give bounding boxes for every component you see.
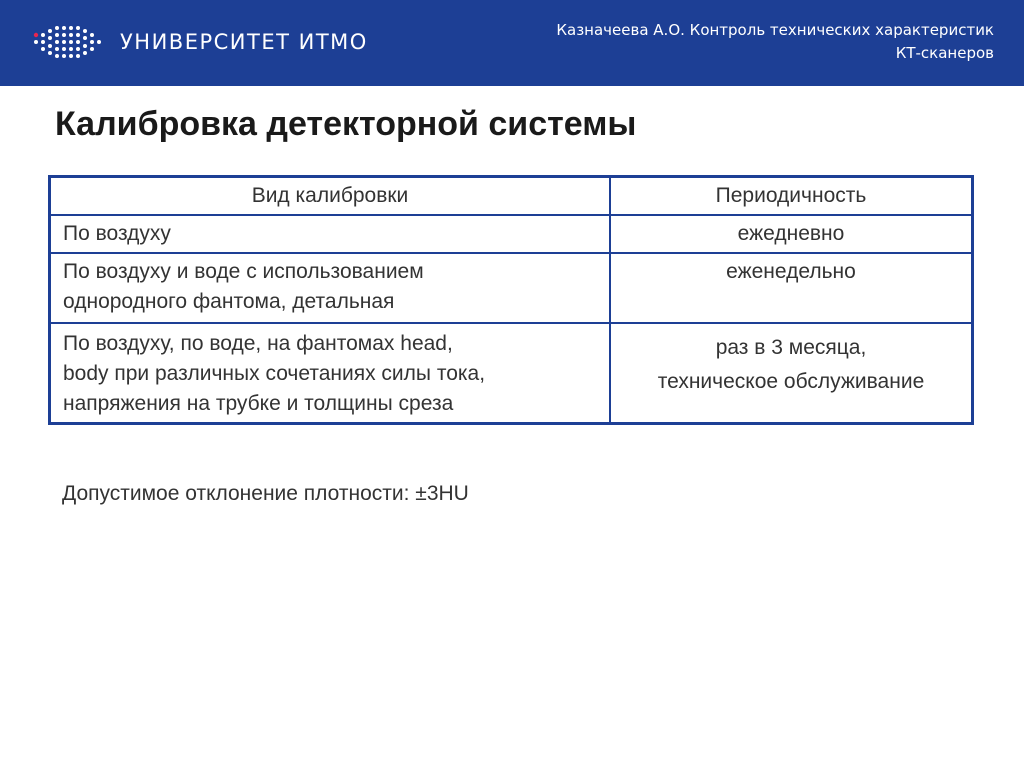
caption-line-2: КТ-сканеров xyxy=(895,44,994,62)
cell-periodicity xyxy=(610,323,973,424)
cell-line: body при различных сочетаниях силы тока, xyxy=(63,362,486,385)
table-row xyxy=(50,253,973,323)
caption-line-1: Казначеева А.О. Контроль технических характеристик xyxy=(556,21,994,39)
cell-periodicity xyxy=(610,253,973,323)
table-row xyxy=(50,215,973,253)
cell-calibration-type xyxy=(50,323,611,424)
table-row xyxy=(50,323,973,424)
itmo-logo[interactable] xyxy=(30,22,368,62)
density-tolerance-note: Допустимое отклонение плотности: ±3HU xyxy=(62,482,469,505)
calibration-table xyxy=(48,175,974,425)
cell-line: однородного фантома, детальная xyxy=(63,290,395,313)
cell-periodicity xyxy=(610,215,973,253)
cell-line: По воздуху xyxy=(63,222,171,245)
presentation-caption xyxy=(524,19,994,65)
column-header-type: Вид калибровки xyxy=(50,177,611,216)
logo-text: УНИВЕРСИТЕТ ИТМО xyxy=(120,30,368,54)
cell-calibration-type xyxy=(50,253,611,323)
cell-calibration-type xyxy=(50,215,611,253)
cell-line: техническое обслуживание xyxy=(657,370,925,393)
cell-line: напряжения на трубке и толщины среза xyxy=(63,392,454,415)
slide-title: Калибровка детекторной системы xyxy=(55,105,637,143)
cell-line: еженедельно xyxy=(726,260,856,283)
cell-line: раз в 3 месяца, xyxy=(715,336,867,359)
header-bar xyxy=(0,0,1024,86)
column-header-period: Периодичность xyxy=(610,177,973,216)
logo-accent-dot xyxy=(34,33,38,37)
cell-line: По воздуху, по воде, на фантомах head, xyxy=(63,332,453,355)
cell-line: По воздуху и воде с использованием xyxy=(63,260,424,283)
cell-line: ежедневно xyxy=(737,222,845,245)
table-header-row xyxy=(50,177,973,216)
itmo-dots-icon xyxy=(30,24,106,60)
